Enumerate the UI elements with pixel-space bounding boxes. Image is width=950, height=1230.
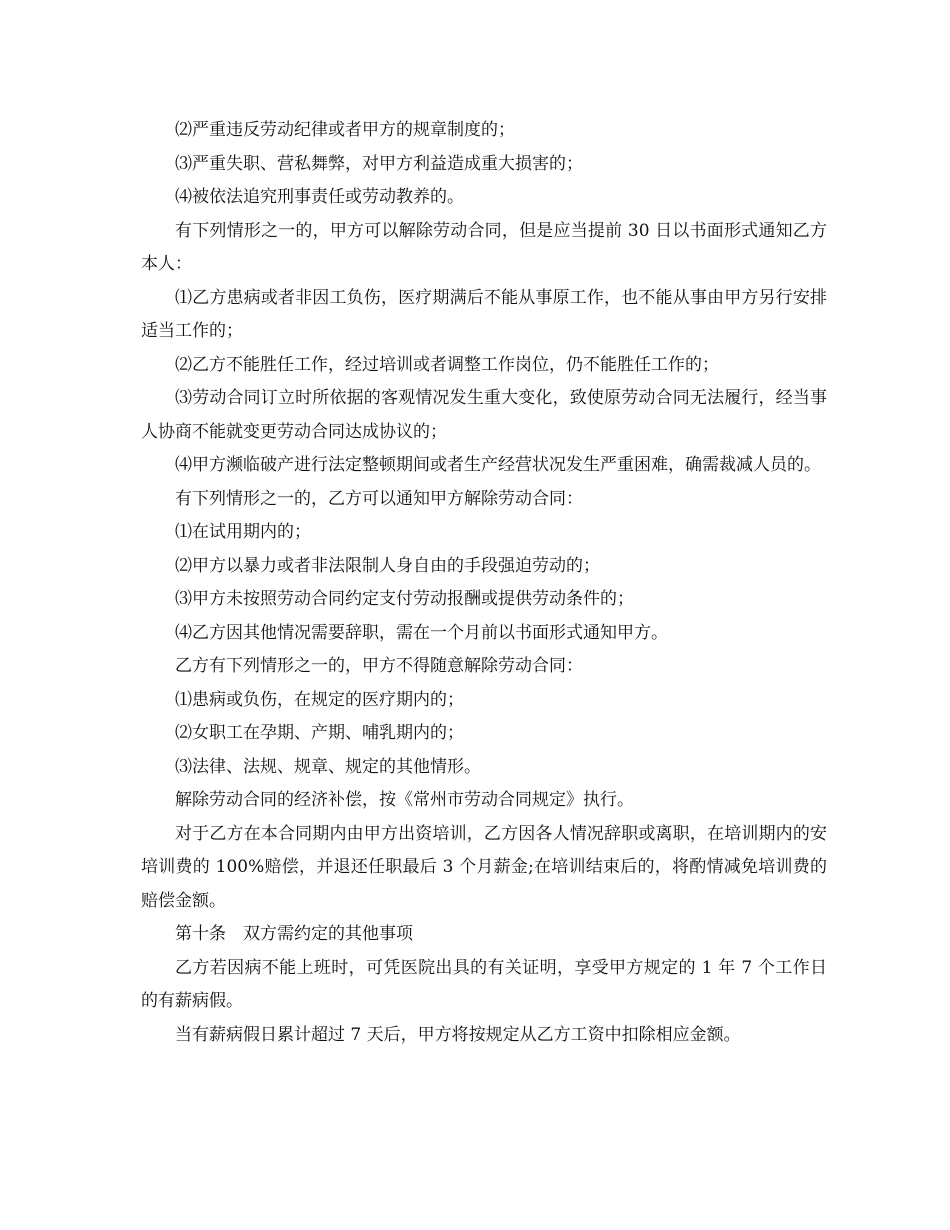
- paragraph-8: ⑷甲方濒临破产进行法定整顿期间或者生产经营状况发生严重困难，确需裁减人员的。: [175, 455, 821, 475]
- paragraph-17: ⑶法律、法规、规章、规定的其他情形。: [175, 756, 481, 777]
- paragraph-4: 有下列情形之一的，甲方可以解除劳动合同，但是应当提前 30 日以书面形式通知乙方本人：: [141, 220, 827, 274]
- paragraph-1: ⑵严重违反劳动纪律或者甲方的规章制度的；: [175, 120, 515, 140]
- paragraph-6: ⑵乙方不能胜任工作，经过培训或者调整工作岗位，仍不能胜任工作的；: [175, 354, 719, 375]
- paragraph-3: ⑷被依法追究刑事责任或劳动教养的。: [175, 187, 464, 207]
- paragraph-16: ⑵女职工在孕期、产期、哺乳期内的；: [175, 723, 464, 743]
- paragraph-7: ⑶劳动合同订立时所依据的客观情况发生重大变化，致使原劳动合同无法履行，经当事人协商不能就变更劳动合同达成协议的；: [141, 388, 827, 442]
- document-body: [141, 114, 827, 1052]
- article-10-heading: 第十条 双方需约定的其他事项: [175, 924, 413, 944]
- paragraph-19: 对于乙方在本合同期内由甲方出资培训，乙方因各人情况辞职或离职，在培训期内的安培训费的 100%赔偿，并退还任职最后 3 个月薪金;在培训结束后的，将酌情减免培训费的赔偿金额。: [141, 823, 827, 911]
- paragraph-18: 解除劳动合同的经济补偿，按《常州市劳动合同规定》执行。: [175, 790, 634, 810]
- paragraph-15: ⑴患病或负伤，在规定的医疗期内的；: [175, 689, 464, 710]
- paragraph-11: ⑵甲方以暴力或者非法限制人身自由的手段强迫劳动的；: [175, 555, 600, 576]
- paragraph-21: 乙方若因病不能上班时，可凭医院出具的有关证明，享受甲方规定的 1 年 7 个工作日的有薪病假。: [141, 957, 827, 1011]
- paragraph-12: ⑶甲方未按照劳动合同约定支付劳动报酬或提供劳动条件的；: [175, 589, 634, 609]
- paragraph-9: 有下列情形之一的，乙方可以通知甲方解除劳动合同：: [175, 488, 583, 509]
- paragraph-13: ⑷乙方因其他情况需要辞职，需在一个月前以书面形式通知甲方。: [175, 622, 668, 643]
- paragraph-2: ⑶严重失职、营私舞弊，对甲方利益造成重大损害的；: [175, 153, 583, 174]
- paragraph-5: ⑴乙方患病或者非因工负伤，医疗期满后不能从事原工作，也不能从事由甲方另行安排适当工作的；: [141, 287, 827, 341]
- paragraph-10: ⑴在试用期内的；: [175, 522, 311, 542]
- paragraph-22: 当有薪病假日累计超过 7 天后，甲方将按规定从乙方工资中扣除相应金额。: [175, 1024, 741, 1045]
- paragraph-14: 乙方有下列情形之一的，甲方不得随意解除劳动合同：: [175, 656, 583, 676]
